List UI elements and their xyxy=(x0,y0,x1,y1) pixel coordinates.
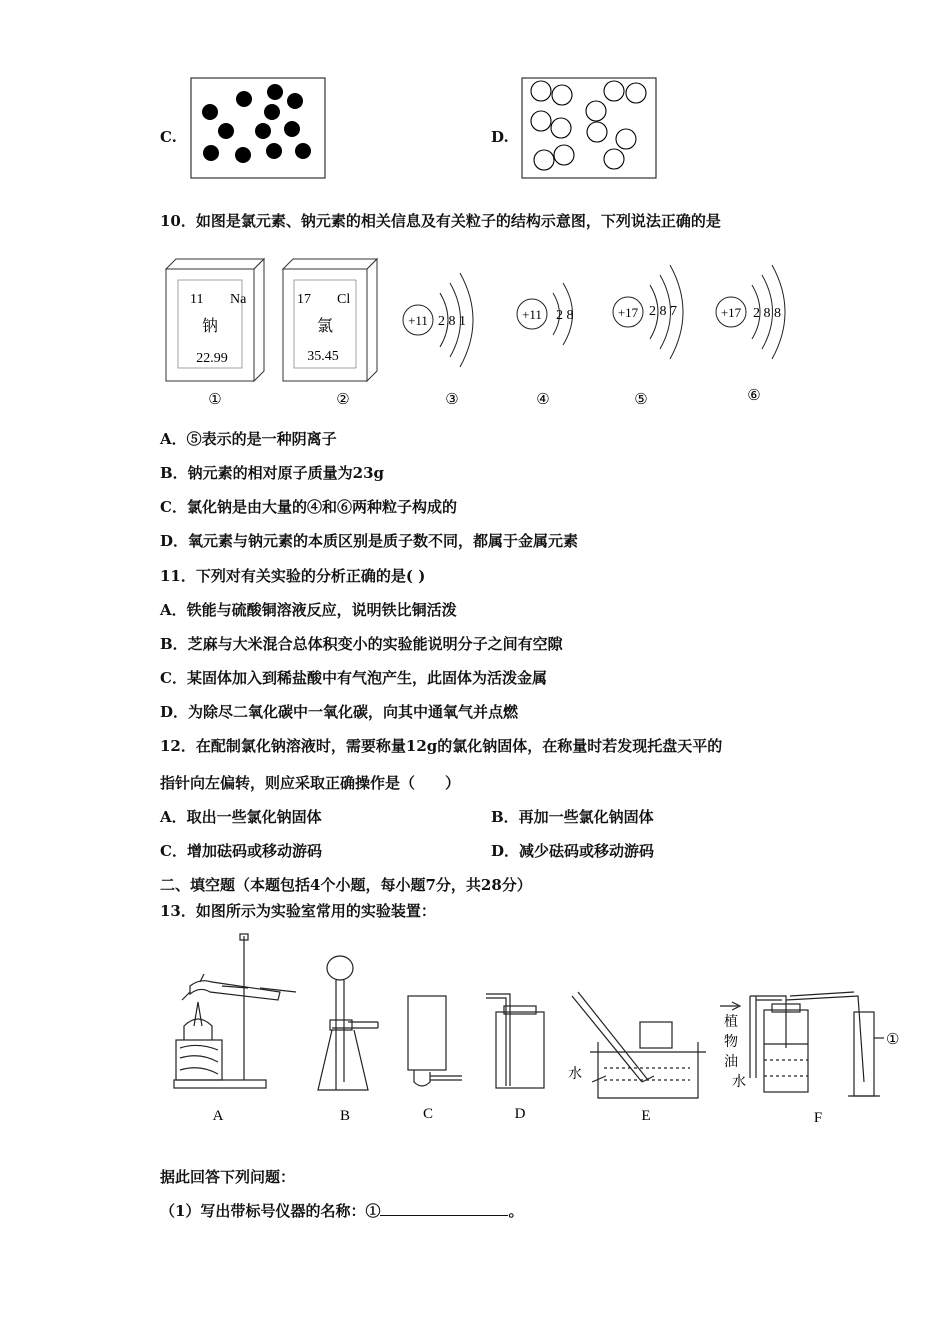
answer-intro: 据此回答下列问题： xyxy=(160,1168,296,1186)
q10-option-c[interactable]: C．氯化钠是由大量的④和⑥两种粒子构成的 xyxy=(160,498,457,516)
na-mass: 22.99 xyxy=(196,351,228,366)
sparse-particle-box xyxy=(521,77,658,179)
q10-option-a[interactable]: A．⑤表示的是一种阴离子 xyxy=(160,430,337,448)
cl-number: 17 xyxy=(297,292,311,307)
na-element-card xyxy=(166,259,264,381)
cl-element-card xyxy=(283,259,377,381)
apparatus-label-b: B xyxy=(339,1108,351,1124)
q12-option-c[interactable]: C．增加砝码或移动游码 xyxy=(160,842,322,860)
label-5: ⑤ xyxy=(634,392,648,408)
section-heading: 二、填空题（本题包括4个小题，每小题7分，共28分） xyxy=(160,876,532,894)
cl-mass: 35.45 xyxy=(307,349,339,364)
apparatus-a xyxy=(174,934,296,1088)
label-2: ② xyxy=(336,392,350,408)
option-c-label: C. xyxy=(160,128,177,146)
q10-stem: 10．如图是氯元素、钠元素的相关信息及有关粒子的结构示意图，下列说法正确的是 xyxy=(160,212,721,230)
particle-4-shells: 2 8 xyxy=(556,308,574,323)
lab-apparatus-figure xyxy=(160,930,910,1130)
label-6: ⑥ xyxy=(747,388,761,404)
particle-6-nucleus: +17 xyxy=(720,305,742,320)
f-oil-label-3: 油 xyxy=(724,1055,738,1070)
q13-sub1-end: 。 xyxy=(508,1202,524,1220)
q12-stem-line1: 12．在配制氯化钠溶液时，需要称量12g的氯化钠固体，在称量时若发现托盘天平的 xyxy=(160,737,723,755)
f-water-label: 水 xyxy=(732,1075,746,1090)
label-4: ④ xyxy=(536,392,550,408)
e-water-label: 水 xyxy=(568,1067,582,1082)
q11-stem: 11．下列对有关实验的分析正确的是( ) xyxy=(160,567,426,585)
option-d-label: D. xyxy=(491,128,509,146)
dense-particle-box xyxy=(190,77,327,179)
label-1: ① xyxy=(208,392,222,408)
q12-option-b[interactable]: B．再加一些氯化钠固体 xyxy=(491,808,654,826)
f-oil-label-1: 植 xyxy=(724,1015,738,1030)
q13-stem: 13．如图所示为实验室常用的实验装置： xyxy=(160,902,436,920)
cl-symbol: Cl xyxy=(337,292,351,307)
q10-figure xyxy=(160,255,810,415)
apparatus-b xyxy=(318,956,378,1090)
f-oil-label-2: 物 xyxy=(724,1035,738,1050)
particle-3-nucleus: +11 xyxy=(408,313,428,328)
apparatus-d xyxy=(486,994,544,1088)
particle-5-shells: 2 8 7 xyxy=(649,304,677,319)
particle-3-shells: 2 8 1 xyxy=(438,314,466,329)
apparatus-label-a: A xyxy=(212,1108,224,1124)
q11-option-d[interactable]: D．为除尽二氧化碳中一氧化碳，向其中通氧气并点燃 xyxy=(160,703,519,721)
q12-option-a[interactable]: A．取出一些氯化钠固体 xyxy=(160,808,322,826)
f-cylinder-mark: ① xyxy=(886,1032,900,1048)
q11-option-a[interactable]: A．铁能与硫酸铜溶液反应，说明铁比铜活泼 xyxy=(160,601,457,619)
q12-stem-line2: 指针向左偏转，则应采取正确操作是（ ） xyxy=(160,774,461,792)
apparatus-c xyxy=(408,996,462,1086)
q10-option-d[interactable]: D．氧元素与钠元素的本质区别是质子数不同，都属于金属元素 xyxy=(160,532,579,550)
cl-name: 氯 xyxy=(316,318,334,335)
apparatus-e xyxy=(572,992,706,1098)
answer-blank[interactable] xyxy=(380,1201,508,1216)
q11-option-b[interactable]: B．芝麻与大米混合总体积变小的实验能说明分子之间有空隙 xyxy=(160,635,563,653)
particle-6-shells: 2 8 8 xyxy=(753,306,781,321)
apparatus-label-e: E xyxy=(641,1108,651,1124)
apparatus-label-f: F xyxy=(813,1110,823,1126)
q11-option-c[interactable]: C．某固体加入到稀盐酸中有气泡产生，此固体为活泼金属 xyxy=(160,669,547,687)
na-name: 钠 xyxy=(201,318,219,335)
na-symbol: Na xyxy=(230,292,247,307)
q13-sub1 xyxy=(160,1200,523,1221)
q10-option-b[interactable]: B．钠元素的相对原子质量为23g xyxy=(160,464,385,482)
q13-sub1-text: （1）写出带标号仪器的名称：① xyxy=(160,1202,381,1220)
apparatus-label-c: C xyxy=(422,1106,434,1122)
label-3: ③ xyxy=(445,392,459,408)
apparatus-label-d: D xyxy=(514,1106,526,1122)
particle-4-nucleus: +11 xyxy=(522,307,542,322)
particle-5-nucleus: +17 xyxy=(617,305,639,320)
na-number: 11 xyxy=(190,292,204,307)
q12-option-d[interactable]: D．减少砝码或移动游码 xyxy=(491,842,655,860)
